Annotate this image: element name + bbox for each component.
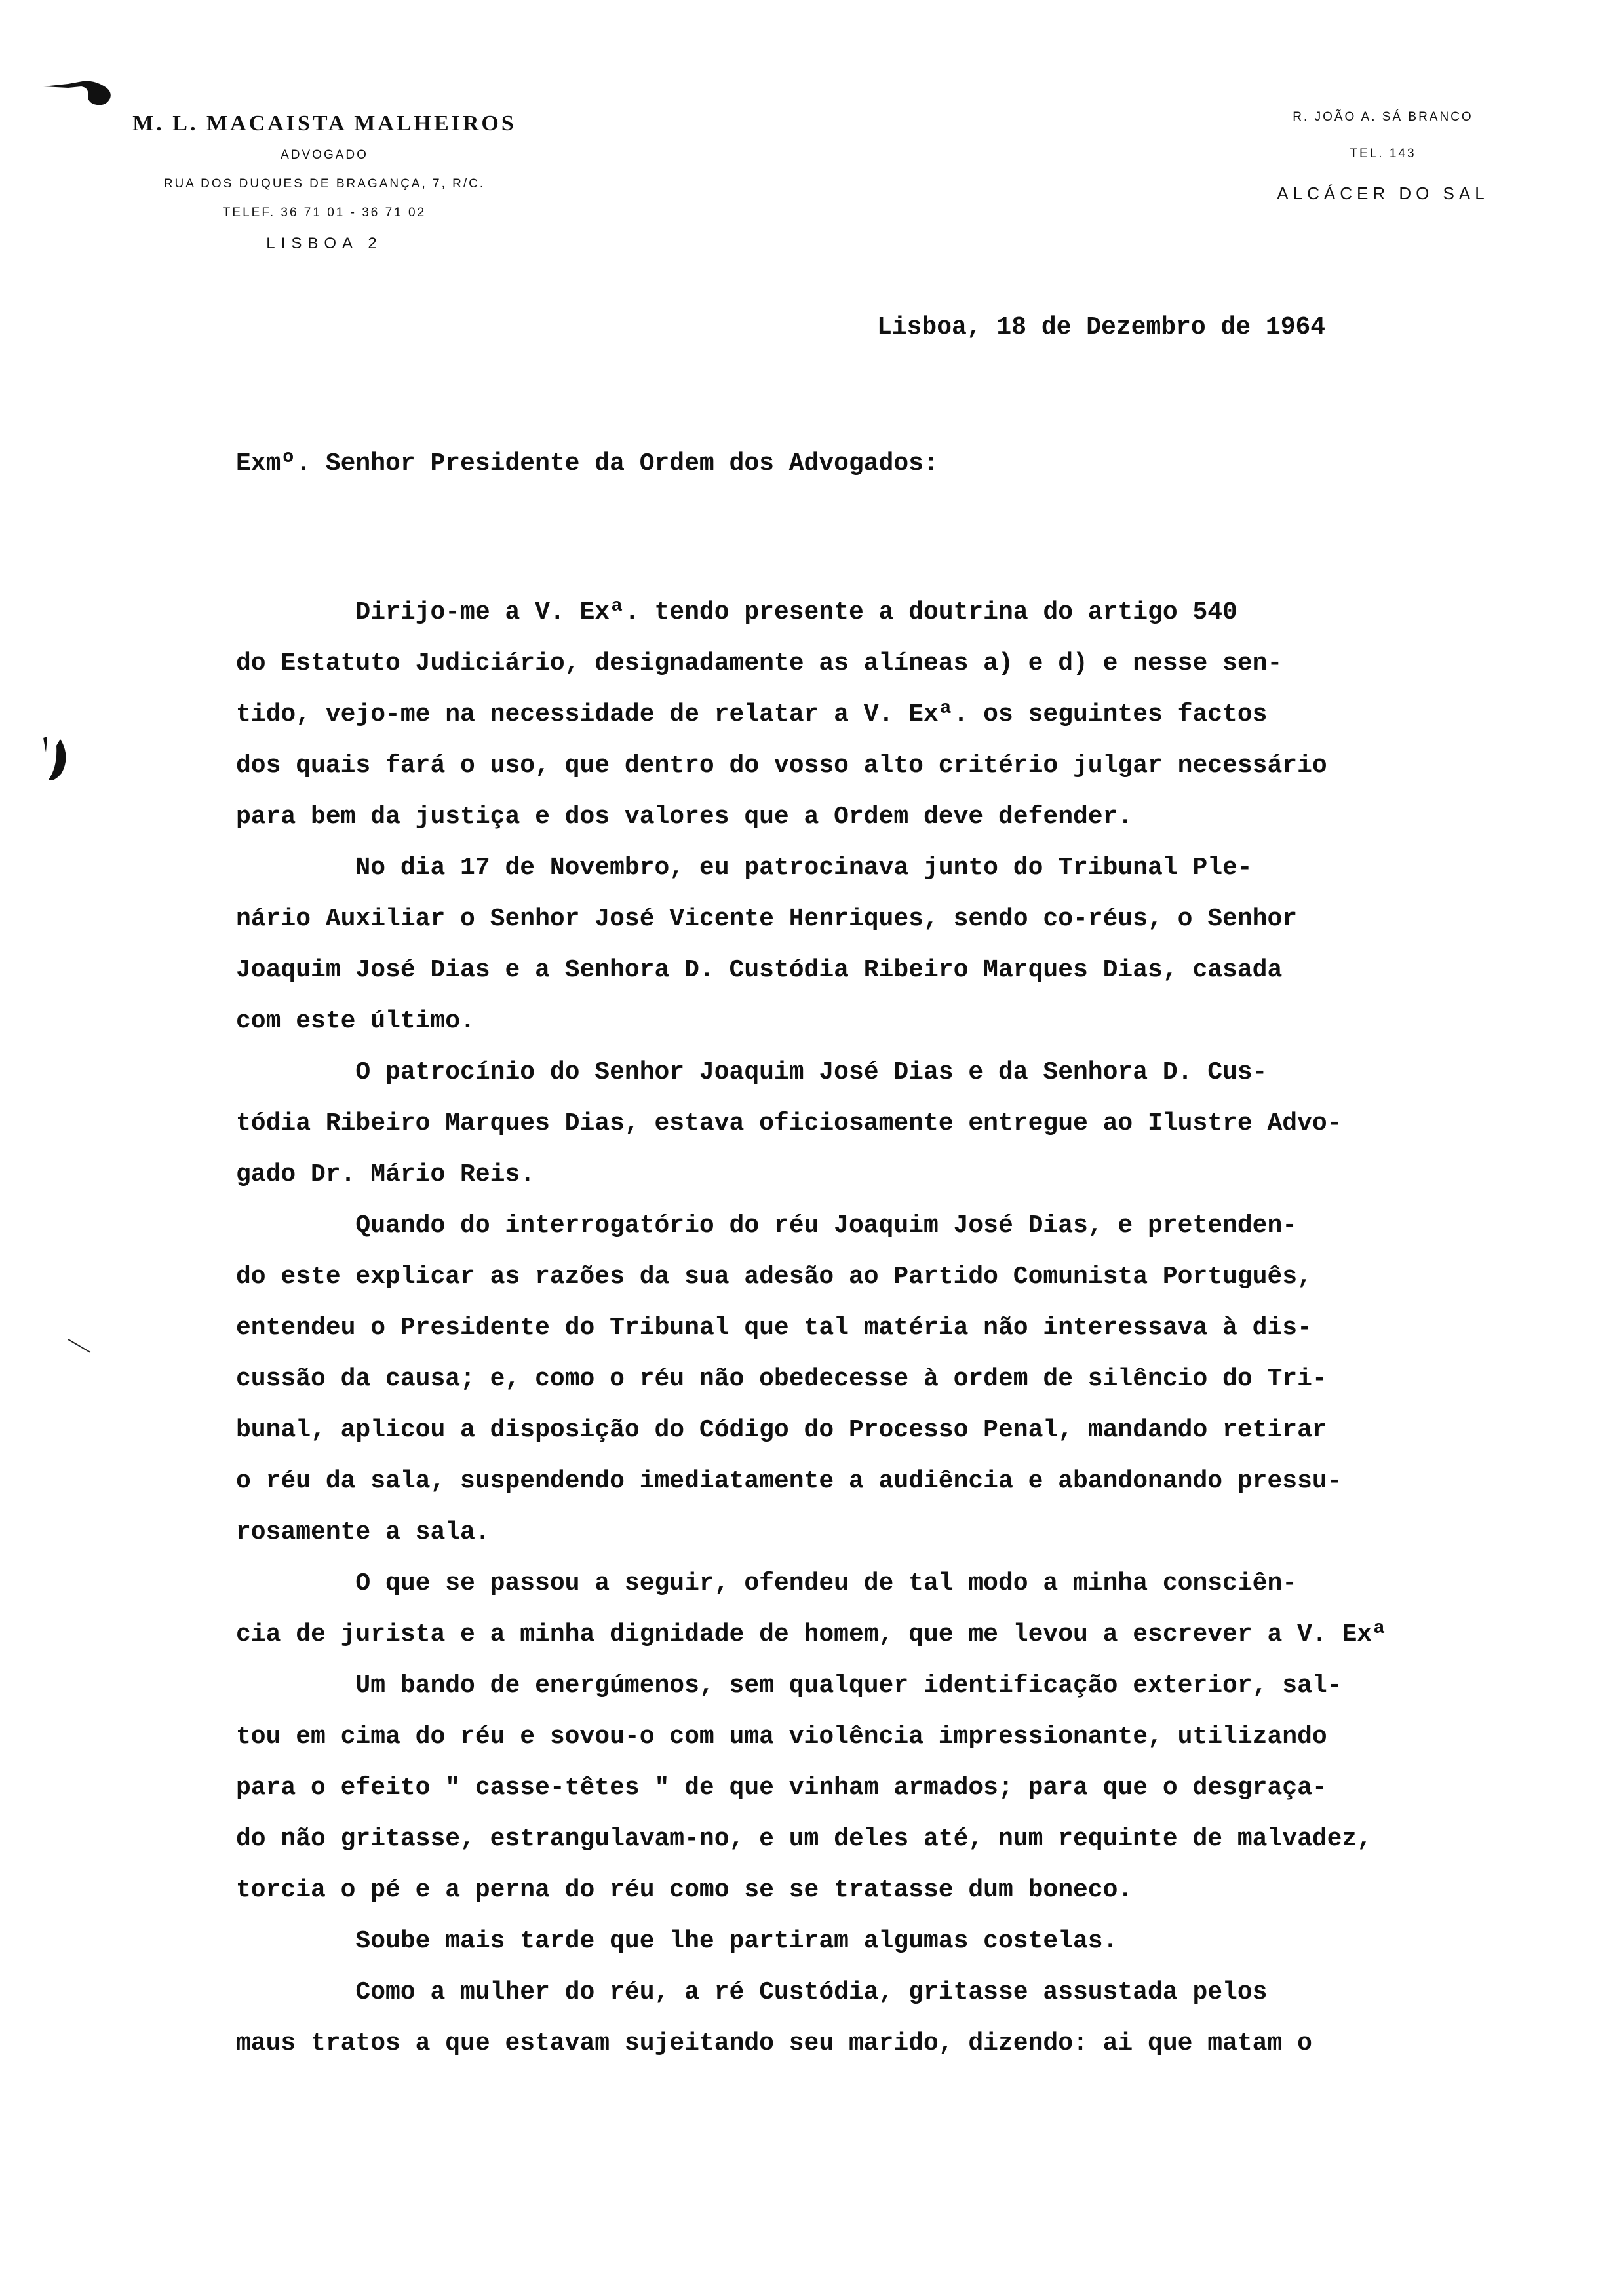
body-line: cia de jurista e a minha dignidade de homem, que me levou a escrever a V. Exª — [236, 1620, 1387, 1649]
body-line: gado Dr. Mário Reis. — [236, 1160, 535, 1189]
letterhead-left — [98, 111, 551, 253]
body-line: O patrocínio do Senhor Joaquim José Dias e da Senhora D. Cus- — [236, 1058, 1268, 1086]
body-line: entendeu o Presidente do Tribunal que tal matéria não interessava à dis- — [236, 1314, 1312, 1342]
body-line: para o efeito " casse-têtes " de que vinham armados; para que o desgraça- — [236, 1774, 1327, 1802]
body-line: com este último. — [236, 1007, 475, 1035]
letterhead-right — [1245, 110, 1521, 204]
body-line: Soube mais tarde que lhe partiram algumas costelas. — [236, 1927, 1118, 1955]
body-line: O que se passou a seguir, ofendeu de tal modo a minha consciên- — [236, 1569, 1298, 1598]
body-line: tido, vejo-me na necessidade de relatar a V. Exª. os seguintes factos — [236, 700, 1268, 729]
lawyer-name: M. L. MACAISTA MALHEIROS — [132, 111, 516, 136]
body-line: para bem da justiça e dos valores que a Ordem deve defender. — [236, 803, 1133, 831]
secondary-city: ALCÁCER DO SAL — [1277, 183, 1489, 203]
letter-date: Lisboa, 18 de Dezembro de 1964 — [877, 313, 1326, 341]
margin-tick-mark — [67, 1337, 93, 1356]
lawyer-city: LISBOA 2 — [266, 235, 383, 252]
body-line: maus tratos a que estavam sujeitando seu marido, dizendo: ai que matam o — [236, 2029, 1312, 2057]
ink-stamp-mark — [42, 77, 117, 110]
letter-body — [236, 587, 1537, 2069]
lawyer-title: ADVOGADO — [281, 148, 368, 162]
body-line: do Estatuto Judiciário, designadamente as alíneas a) e d) e nesse sen- — [236, 649, 1283, 678]
lawyer-address: RUA DOS DUQUES DE BRAGANÇA, 7, R/C. — [163, 177, 486, 191]
body-line: rosamente a sala. — [236, 1518, 490, 1546]
body-line: Um bando de energúmenos, sem qualquer identificação exterior, sal- — [236, 1672, 1342, 1700]
body-line: Como a mulher do réu, a ré Custódia, gritasse assustada pelos — [236, 1978, 1268, 2006]
secondary-address: R. JOÃO A. SÁ BRANCO — [1293, 110, 1473, 124]
body-line: tódia Ribeiro Marques Dias, estava oficiosamente entregue ao Ilustre Advo- — [236, 1109, 1342, 1138]
body-line: torcia o pé e a perna do réu como se se tratasse dum boneco. — [236, 1876, 1133, 1904]
body-line: do este explicar as razões da sua adesão ao Partido Comunista Português, — [236, 1263, 1312, 1291]
body-line: do não gritasse, estrangulavam-no, e um deles até, num requinte de malvadez, — [236, 1825, 1372, 1853]
body-line: nário Auxiliar o Senhor José Vicente Henriques, sendo co-réus, o Senhor — [236, 905, 1298, 933]
body-line: Joaquim José Dias e a Senhora D. Custódia Ribeiro Marques Dias, casada — [236, 956, 1283, 984]
body-line: Dirijo-me a V. Exª. tendo presente a doutrina do artigo 540 — [236, 598, 1237, 626]
body-line: dos quais fará o uso, que dentro do vosso alto critério julgar necessário — [236, 752, 1327, 780]
secondary-phone: TEL. 143 — [1350, 147, 1416, 161]
letter-salutation: Exmº. Senhor Presidente da Ordem dos Advogados: — [236, 450, 939, 478]
body-line: No dia 17 de Novembro, eu patrocinava junto do Tribunal Ple- — [236, 854, 1253, 882]
body-line: bunal, aplicou a disposição do Código do Processo Penal, mandando retirar — [236, 1416, 1327, 1444]
body-line: tou em cima do réu e sovou-o com uma violência impressionante, utilizando — [236, 1723, 1327, 1751]
body-line: cussão da causa; e, como o réu não obedecesse à ordem de silêncio do Tri- — [236, 1365, 1327, 1393]
body-line: Quando do interrogatório do réu Joaquim José Dias, e pretenden- — [236, 1212, 1298, 1240]
margin-hole-mark — [38, 733, 72, 785]
body-line: o réu da sala, suspendendo imediatamente a audiência e abandonando pressu- — [236, 1467, 1342, 1495]
lawyer-phone: TELEF. 36 71 01 - 36 71 02 — [222, 206, 427, 220]
